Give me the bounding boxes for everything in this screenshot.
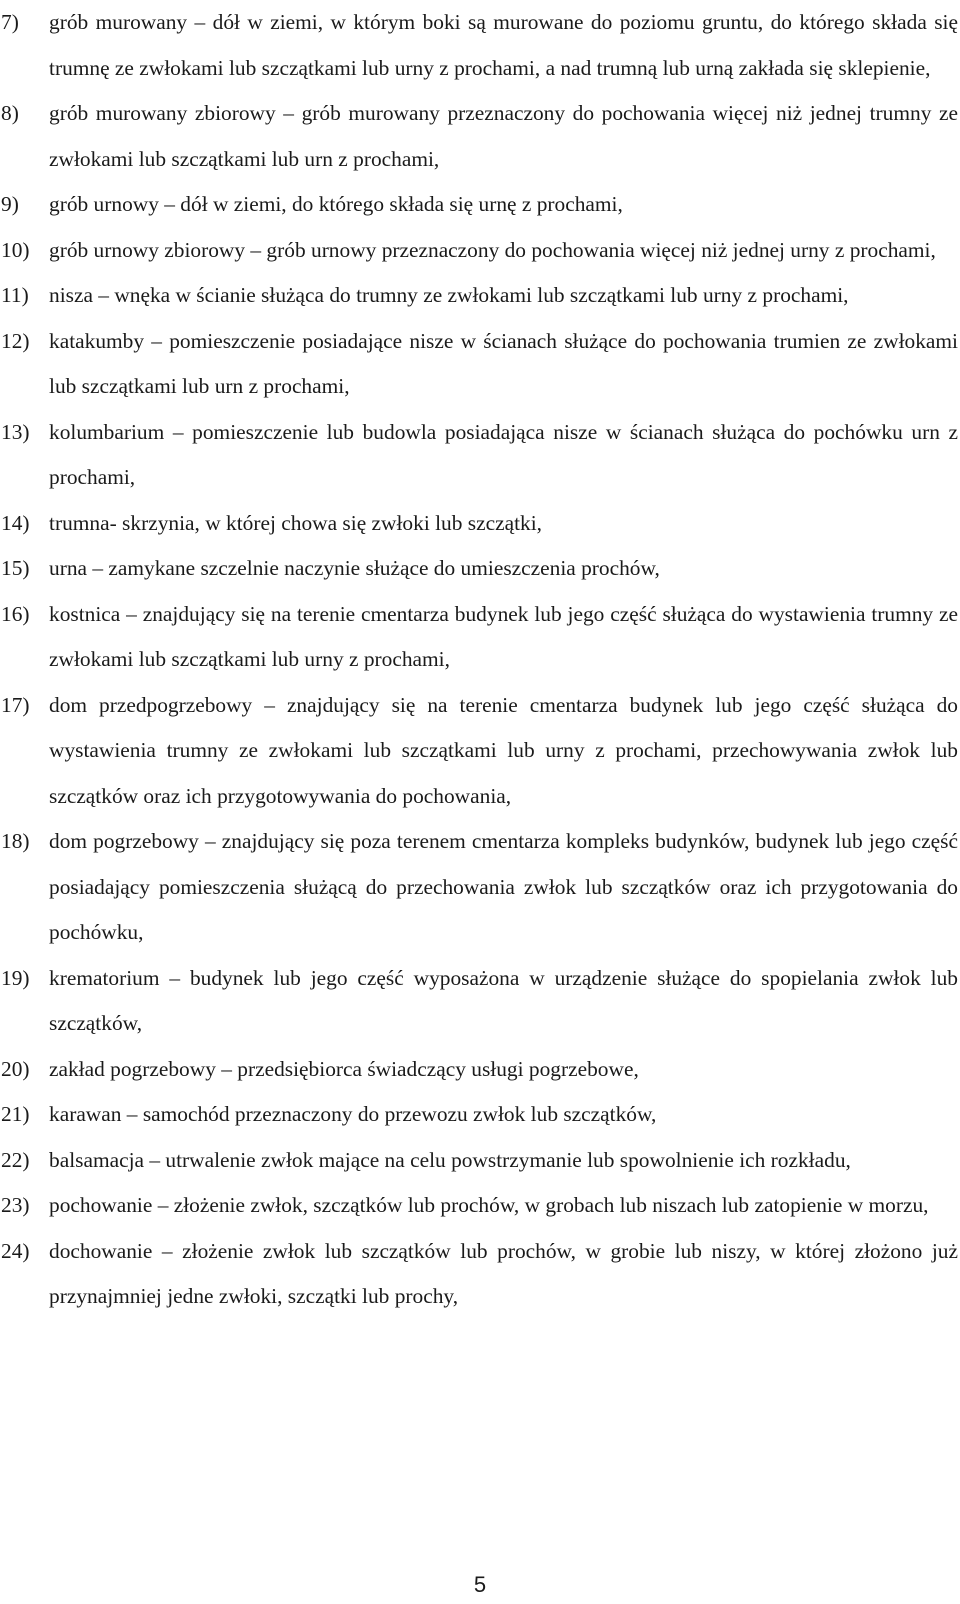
item-number: 12) <box>1 328 30 353</box>
item-text: grób urnowy – dół w ziemi, do którego składa się urnę z prochami, <box>49 192 623 216</box>
item-number: 16) <box>1 601 30 626</box>
item-text: zakład pogrzebowy – przedsiębiorca świadczący usługi pogrzebowe, <box>49 1056 639 1081</box>
list-item <box>0 546 958 592</box>
item-number: 13) <box>1 419 30 444</box>
list-item <box>0 592 958 683</box>
list-item <box>0 182 958 228</box>
list-item <box>0 319 958 410</box>
item-number: 15) <box>1 556 30 580</box>
item-text: urna – zamykane szczelnie naczynie służące do umieszczenia prochów, <box>49 556 660 580</box>
item-text: grób murowany – dół w ziemi, w którym boki są murowane do poziomu gruntu, do którego składa się trumnę ze zwłokami lub szczątkami lub urny z prochami, a nad trumną lub urną zakłada się sklepienie, <box>49 10 958 80</box>
item-text: balsamacja – utrwalenie zwłok mające na celu powstrzymanie lub spowolnienie ich rozkładu, <box>49 1147 851 1172</box>
list-item <box>0 1229 958 1320</box>
list-item <box>0 410 958 501</box>
item-number: 22) <box>1 1147 30 1172</box>
item-text: grób murowany zbiorowy – grób murowany przeznaczony do pochowania więcej niż jednej trumny ze zwłokami lub szczątkami lub urn z prochami, <box>49 101 958 171</box>
item-text: dom pogrzebowy – znajdujący się poza terenem cmentarza kompleks budynków, budynek lub jego część posiadający pomieszczenia służącą do przechowania zwłok lub szczątków oraz ich przygotowania do pochówku, <box>49 829 958 944</box>
list-item <box>0 501 958 547</box>
list-item <box>0 956 958 1047</box>
list-item <box>0 1138 958 1184</box>
item-number: 11) <box>1 283 29 307</box>
item-text: kolumbarium – pomieszczenie lub budowla posiadająca nisze w ścianach służąca do pochówku urn z prochami, <box>49 419 958 489</box>
list-item <box>0 1047 958 1093</box>
item-number: 10) <box>1 237 30 262</box>
list-item <box>0 0 958 91</box>
item-number: 20) <box>1 1056 30 1081</box>
list-item <box>0 1092 958 1138</box>
item-text: nisza – wnęka w ścianie służąca do trumny ze zwłokami lub szczątkami lub urny z prochami, <box>49 283 849 307</box>
item-text: dom przedpogrzebowy – znajdujący się na terenie cmentarza budynek lub jego część służąca do wystawienia trumny ze zwłokami lub szczątkami lub urny z prochami, przechowywania zwłok lub szczątków oraz ich przygotowywania do pochowania, <box>49 692 958 808</box>
list-item <box>0 1183 958 1229</box>
item-text: dochowanie – złożenie zwłok lub szczątków lub prochów, w grobie lub niszy, w której złożono już przynajmniej jedne zwłoki, szczątki lub prochy, <box>49 1238 958 1308</box>
item-number: 14) <box>1 510 30 535</box>
list-item <box>0 683 958 820</box>
item-number: 8) <box>1 101 19 125</box>
item-text: pochowanie – złożenie zwłok, szczątków lub prochów, w grobach lub niszach lub zatopienie w morzu, <box>49 1193 929 1217</box>
item-text: karawan – samochód przeznaczony do przewozu zwłok lub szczątków, <box>49 1102 657 1126</box>
page-number: 5 <box>473 1572 487 1597</box>
item-number: 17) <box>1 692 30 717</box>
list-item <box>0 91 958 182</box>
item-text: grób urnowy zbiorowy – grób urnowy przeznaczony do pochowania więcej niż jednej urny z prochami, <box>49 237 936 262</box>
item-number: 19) <box>1 965 30 990</box>
list-item <box>0 273 958 319</box>
item-text: katakumby – pomieszczenie posiadające nisze w ścianach służące do pochowania trumien ze zwłokami lub szczątkami lub urn z prochami, <box>49 328 958 398</box>
item-number: 9) <box>1 192 19 216</box>
item-text: krematorium – budynek lub jego część wyposażona w urządzenie służące do spopielania zwłok lub szczątków, <box>49 965 958 1035</box>
list-item <box>0 228 958 274</box>
item-number: 23) <box>1 1193 30 1217</box>
item-number: 7) <box>1 10 19 34</box>
item-number: 21) <box>1 1102 30 1126</box>
item-number: 18) <box>1 829 30 853</box>
item-number: 24) <box>1 1238 30 1263</box>
item-text: trumna- skrzynia, w której chowa się zwłoki lub szczątki, <box>49 510 543 535</box>
item-text: kostnica – znajdujący się na terenie cmentarza budynek lub jego część służąca do wystawienia trumny ze zwłokami lub szczątkami lub urny z prochami, <box>49 601 958 671</box>
list-item <box>0 819 958 956</box>
